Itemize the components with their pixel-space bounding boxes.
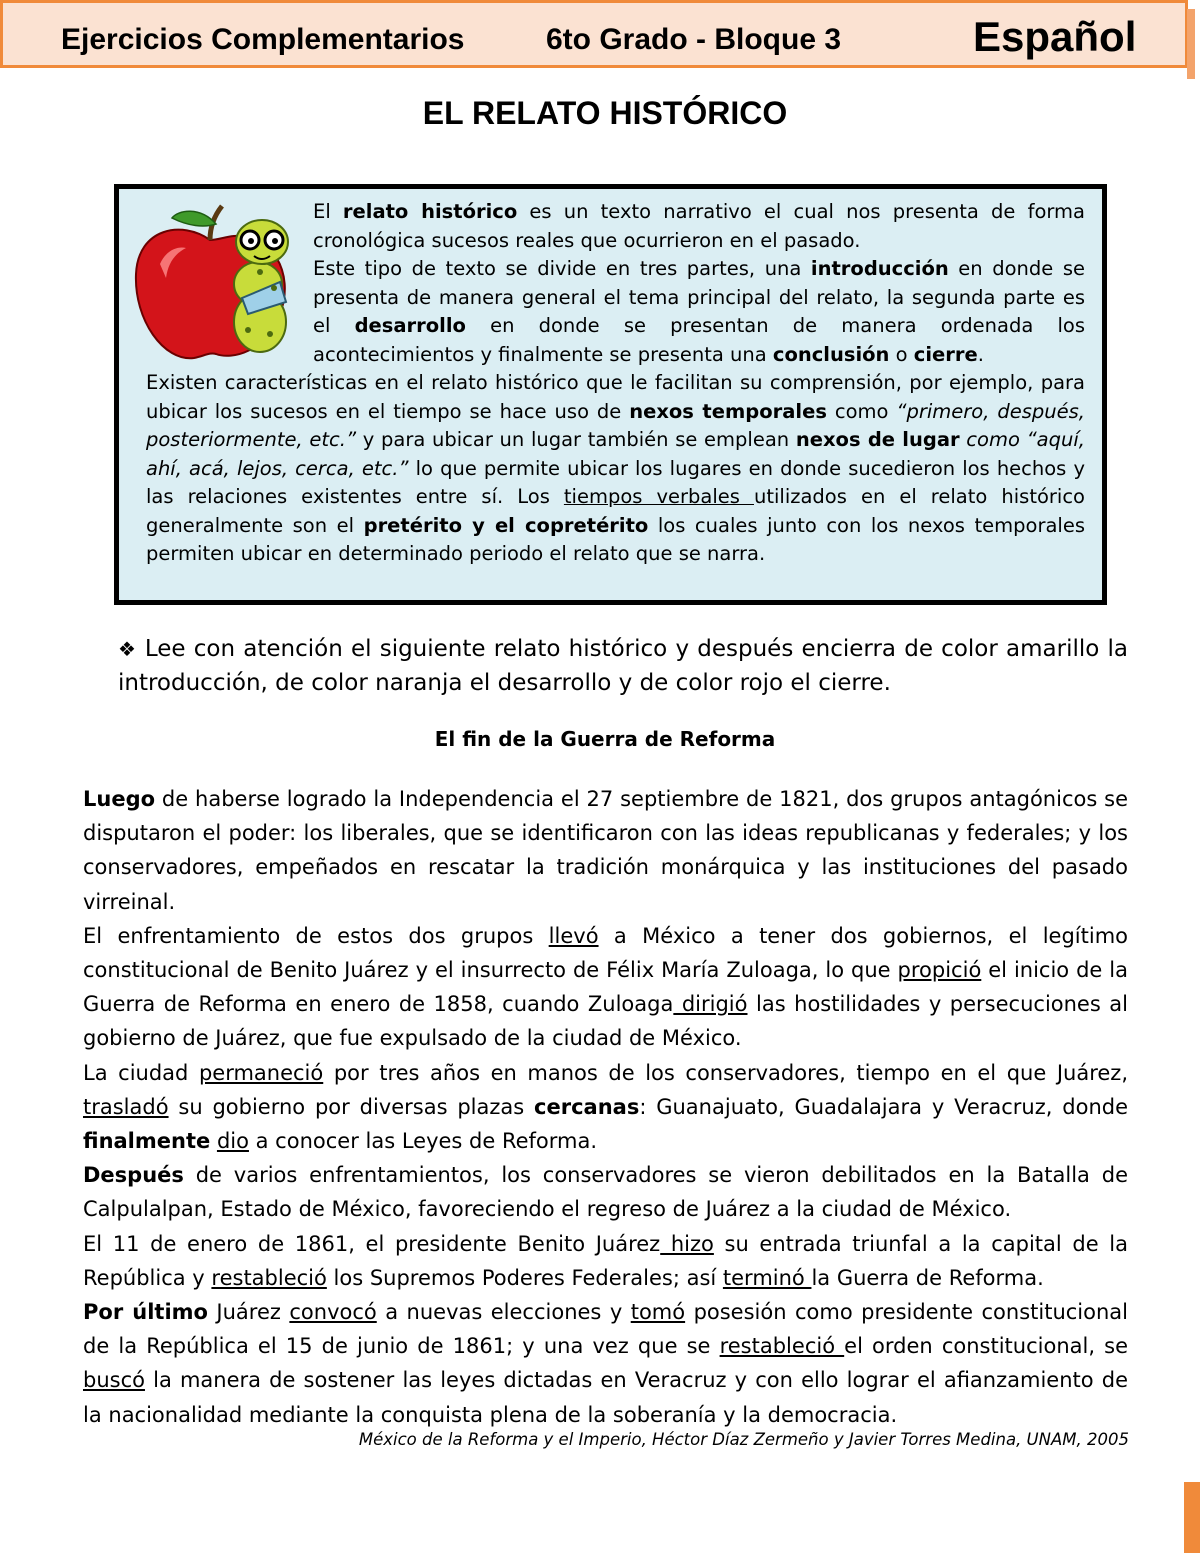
text-run: como “aquí, ahí, acá, lejos, cerca, etc.” (146, 428, 1085, 480)
underlined-verb: dirigió (673, 992, 748, 1017)
header-subject: Español (973, 13, 1137, 60)
instruction-text: Lee con atención el siguiente relato histórico y después encierra de color amarillo la introducción, de color naranja el desarrollo y de color rojo el cierre. (118, 636, 1128, 696)
bold-term: introducción (810, 257, 949, 280)
bold-term: Luego (83, 787, 156, 811)
text-run: Existen características en el relato histórico que le facilitan su comprensión, por ejemplo, para ubicar los sucesos en el tiempo se hace uso de (146, 371, 1085, 423)
header-shadow (1187, 9, 1195, 79)
story-paragraph (83, 1056, 1128, 1159)
info-paragraph-characteristics (146, 369, 1085, 569)
bold-term: pretérito y el copretérito (363, 513, 649, 537)
text-run: y para ubicar un lugar también se emplean (356, 428, 796, 451)
text-run: su gobierno por diversas plazas (168, 1094, 535, 1119)
bold-term: conclusión (772, 342, 890, 366)
text-run: de haberse logrado la Independencia el 27 septiembre de 1821, dos grupos antagónicos se disputaron el poder: los liberales, que se identificaron con las ideas republicanas y federales; y los conservadores, empeñados en rescatar la tradición monárquica y las instituciones del pasado virreinal. (83, 787, 1128, 914)
bold-term: nexos temporales (629, 399, 827, 423)
bold-term: relato histórico (342, 200, 518, 223)
text-run: la manera de sostener las leyes dictadas en Veracruz y con ello lograr el afianzamiento de la nacionalidad mediante la conquista plena de la soberanía y la democracia. (83, 1368, 1128, 1427)
text-run: es un texto narrativo el cual nos presenta de forma cronológica sucesos reales que ocurrieron en el pasado. (313, 200, 1086, 252)
text-run: “primero, después, posteriormente, etc.” (146, 399, 1085, 451)
text-run: posesión como presidente constitucional de la República el 15 de junio de 1861; y una vez que se (83, 1300, 1129, 1359)
header-subject-series: Ejercicios Complementarios (61, 23, 465, 56)
underlined-verb: tomó (630, 1300, 686, 1325)
text-run: la Guerra de Reforma. (811, 1265, 1044, 1290)
text-run: Este tipo de texto se divide en tres partes, una (313, 257, 811, 280)
text-run: los Supremos Poderes Federales; así (326, 1265, 723, 1290)
underlined-verb: buscó (83, 1368, 145, 1393)
story-paragraph (83, 1158, 1128, 1226)
underlined-verb: convocó (289, 1300, 377, 1325)
underlined-verb: permaneció (198, 1060, 324, 1085)
bold-term: Después (83, 1163, 184, 1188)
bold-term: Por último (83, 1300, 208, 1325)
text-run: El enfrentamiento de estos dos grupos (83, 923, 549, 948)
text-run: de varios enfrentamientos, los conservadores se vieron debilitados en la Batalla de Calpulalpan, Estado de México, favoreciendo el regreso de Juárez a la ciudad de México. (83, 1163, 1128, 1222)
text-run: o (889, 342, 914, 366)
underlined-verb: tiempos verbales (563, 485, 754, 508)
bold-term: cercanas (534, 1094, 640, 1119)
text-run: los cuales junto con los nexos temporales permiten ubicar en determinado periodo el relato que se narra. (146, 513, 1085, 565)
text-run: en donde se presenta de manera general el tema principal del relato, la segunda parte es el (313, 257, 1085, 337)
bold-term: finalmente (83, 1129, 211, 1154)
story-title: El fin de la Guerra de Reforma (434, 727, 776, 751)
text-run: a México a tener dos gobiernos, el legítimo constitucional de Benito Juárez y el insurrecto de Félix María Zuloaga, lo que (83, 923, 1129, 983)
underlined-verb: restableció (211, 1265, 327, 1290)
page-edge-tab (1184, 1482, 1200, 1553)
source-citation: México de la Reforma y el Imperio, Héctor Díaz Zermeño y Javier Torres Medina, UNAM, 2005 (358, 1430, 1129, 1449)
underlined-verb: propició (897, 958, 982, 983)
underlined-verb: hizo (660, 1231, 714, 1256)
story-paragraph (83, 919, 1128, 1056)
text-run: el inicio de la Guerra de Reforma en enero de 1858, cuando Zuloaga (83, 958, 1128, 1017)
instruction (118, 632, 1128, 700)
underlined-verb: restableció (719, 1334, 845, 1359)
text-run: El (313, 200, 343, 223)
page-header (0, 0, 1188, 68)
text-run: utilizados en el relato histórico generalmente son el (146, 485, 1085, 537)
bold-term: desarrollo (354, 314, 466, 337)
page-title: EL RELATO HISTÓRICO (422, 95, 788, 131)
underlined-verb: terminó (722, 1265, 812, 1290)
underlined-verb: dio (216, 1129, 249, 1154)
text-run (210, 1129, 217, 1153)
diamond-bullet-icon: ❖ (118, 637, 137, 661)
text-run: lo que permite ubicar los lugares en donde sucedieron los hechos y las relaciones existentes entre sí. Los (146, 456, 1085, 508)
text-run: por tres años en manos de los conservadores, tiempo en el que Juárez, (323, 1060, 1128, 1085)
text-run: como (826, 399, 897, 423)
text-run: : Guanajuato, Guadalajara y Veracruz, donde (639, 1094, 1129, 1119)
text-run: a conocer las Leyes de Reforma. (248, 1129, 598, 1154)
text-run: su entrada triunfal a la capital de la República y (83, 1231, 1128, 1290)
bold-term: cierre (913, 342, 978, 366)
text-run: La ciudad (83, 1060, 199, 1085)
text-run: en donde se presentan de manera ordenada los acontecimientos y finalmente se presenta una (313, 314, 1085, 366)
text-run: a nuevas elecciones y (376, 1300, 631, 1325)
text-run: las hostilidades y persecuciones al gobierno de Juárez, que fue expulsado de la ciudad de México. (83, 992, 1128, 1051)
story-paragraph (83, 782, 1128, 919)
bold-term: nexos de lugar (795, 428, 960, 451)
story-paragraph (83, 1227, 1128, 1295)
text-run: El 11 de enero de 1861, el presidente Benito Juárez (83, 1231, 661, 1256)
info-paragraph-definition (313, 198, 1085, 369)
story-paragraph (83, 1295, 1128, 1432)
story-body (83, 782, 1128, 1432)
text-run: el orden constitucional, se (844, 1334, 1128, 1359)
text-run: Juárez (207, 1300, 290, 1325)
apple-and-worm-reading-icon (130, 202, 300, 362)
header-grade-block: 6to Grado - Bloque 3 (546, 23, 842, 56)
text-run: . (977, 342, 984, 366)
underlined-verb: llevó (548, 923, 599, 948)
underlined-verb: trasladó (83, 1094, 169, 1119)
